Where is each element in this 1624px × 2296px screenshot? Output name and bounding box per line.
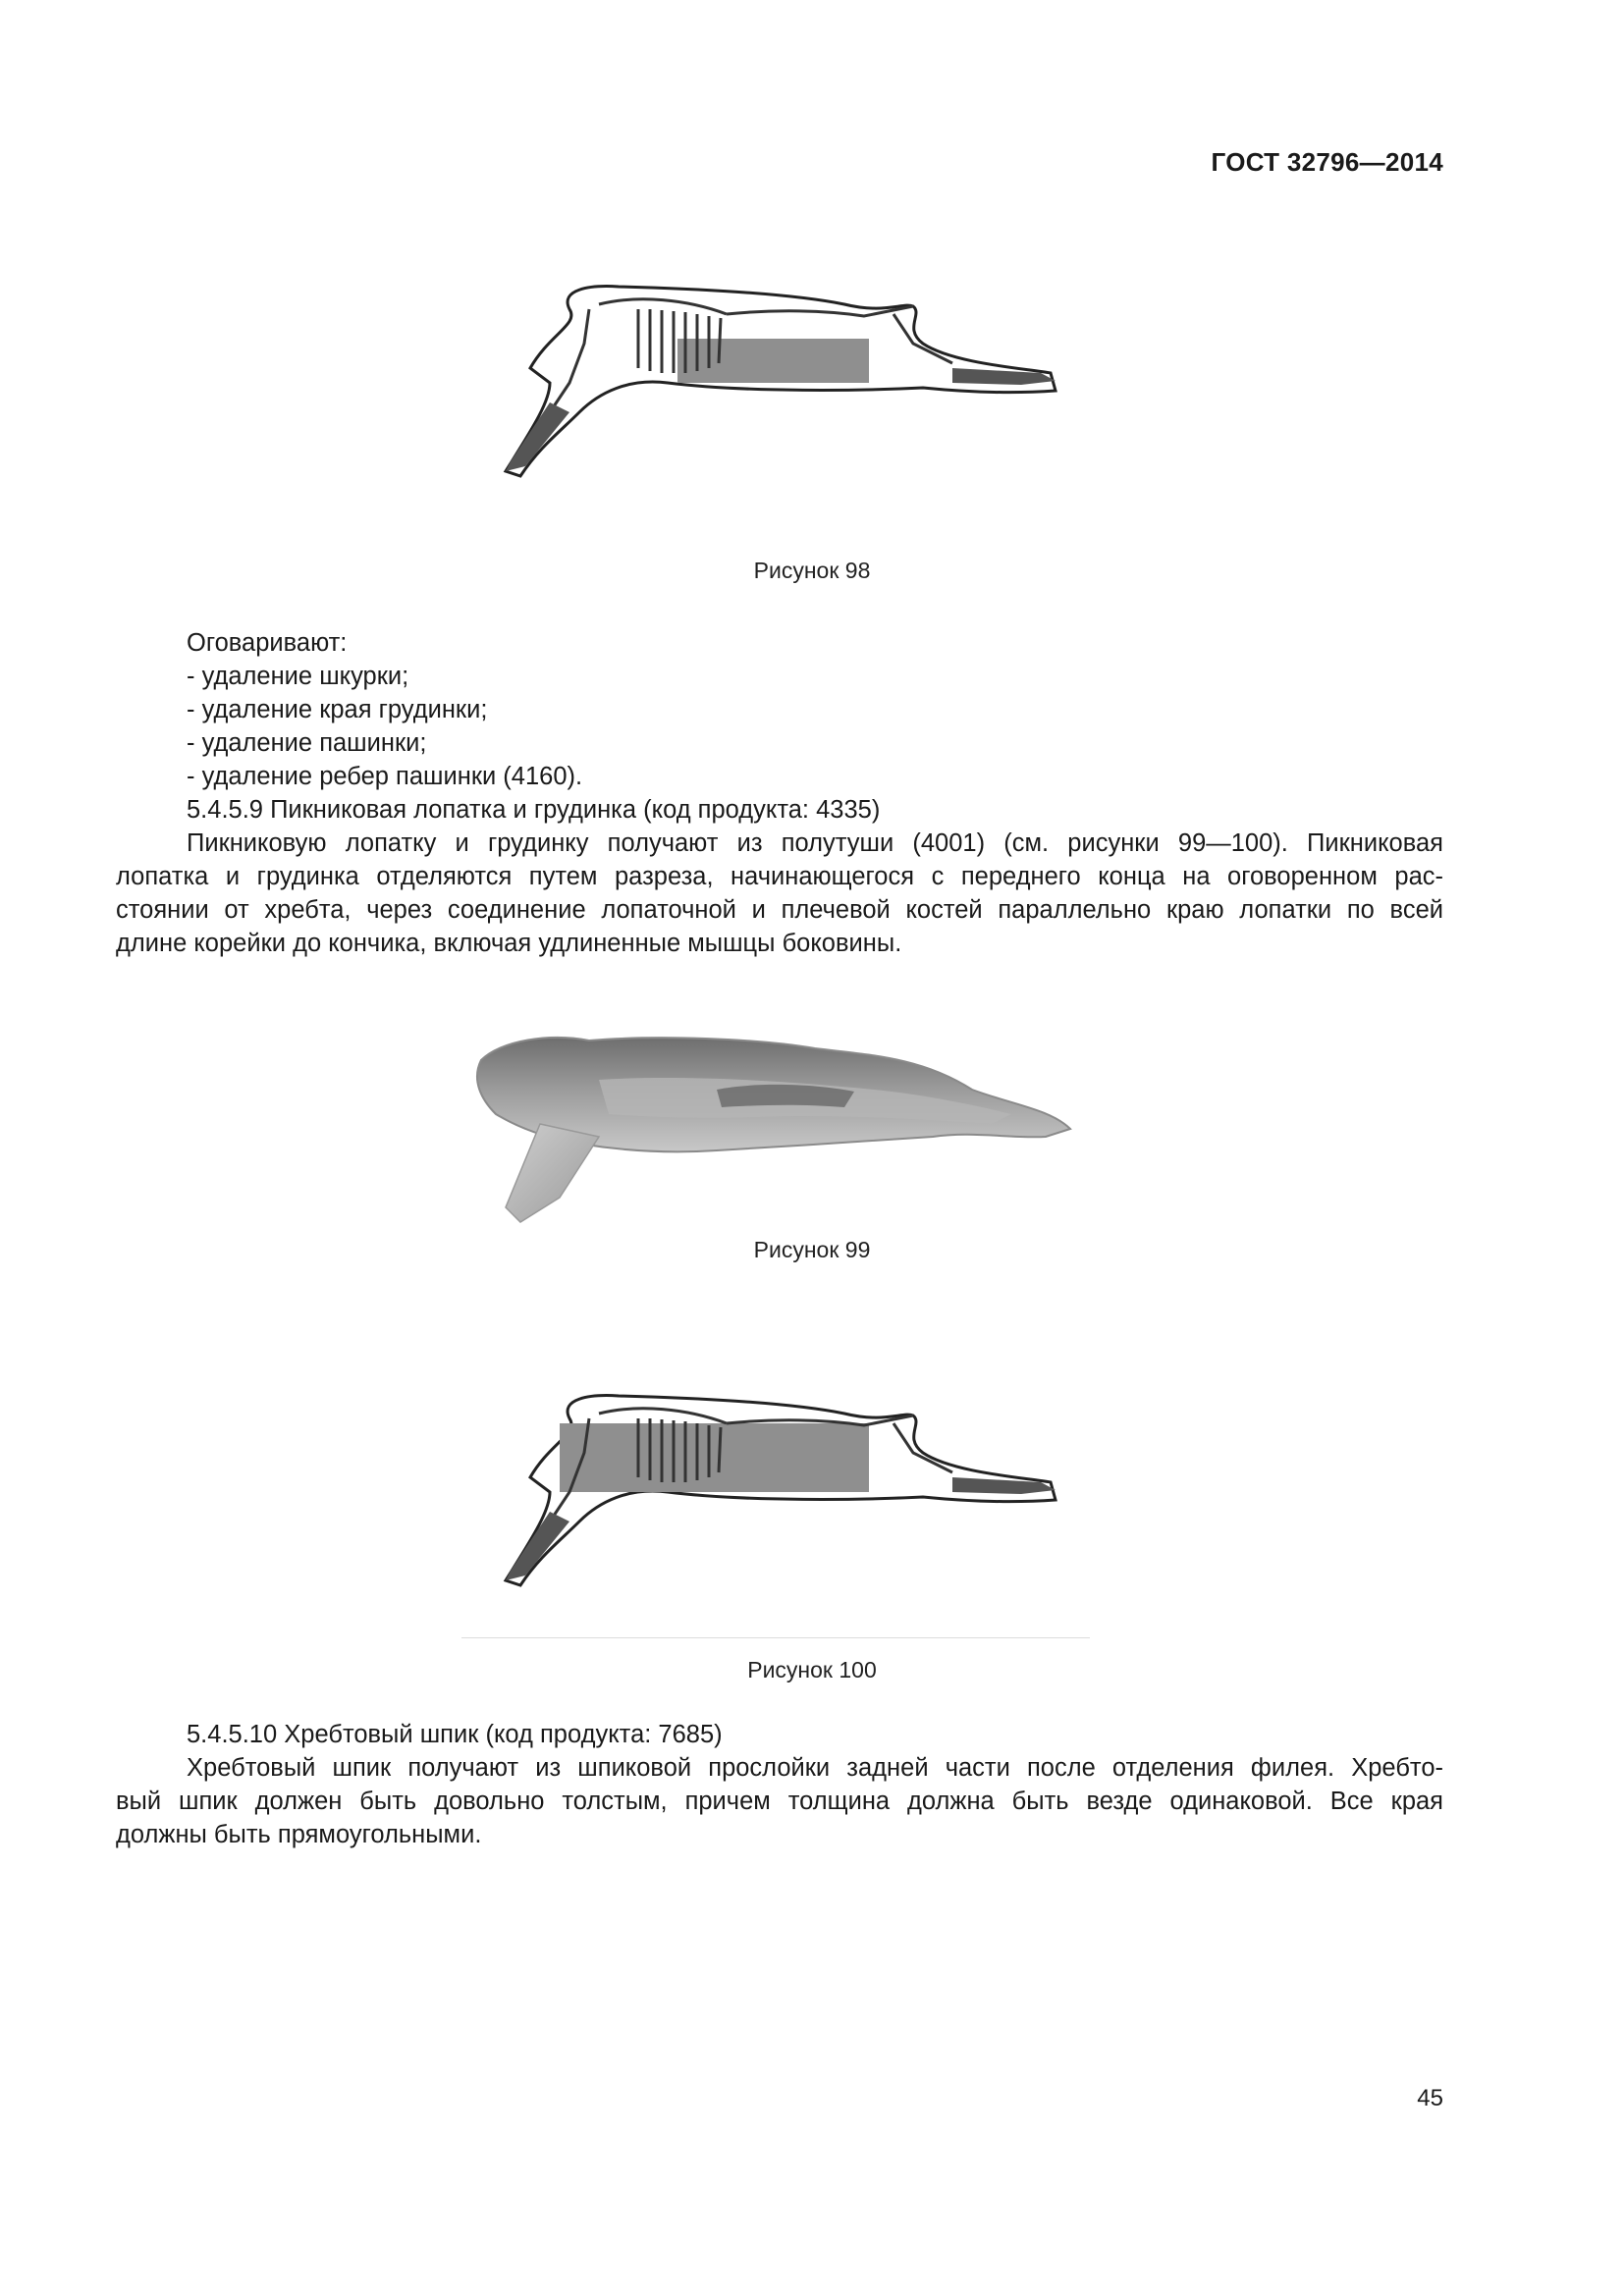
figure-100-illustration (491, 1384, 1080, 1620)
front-leg (506, 402, 569, 471)
list-item: - удаление ребер пашинки (4160). (187, 763, 583, 790)
figure-99-caption: Рисунок 99 (753, 1237, 871, 1262)
list-item: - удаление края грудинки; (187, 696, 488, 723)
highlighted-cut (560, 1423, 869, 1492)
paragraph-line: Пикниковую лопатку и грудинку получают из полутуши (4001) (см. рисунки 99—100). Пикниковая (187, 829, 1443, 857)
page-number: 45 (1417, 2085, 1443, 2111)
figure-98-caption: Рисунок 98 (753, 558, 871, 583)
list-item: - удаление пашинки; (187, 729, 427, 757)
figure-98-illustration (491, 275, 1080, 510)
paragraph-line: длине корейки до кончика, включая удлиненные мышцы боковины. (116, 930, 902, 957)
shank (506, 1124, 599, 1222)
front-leg (506, 1512, 569, 1580)
document-header: ГОСТ 32796—2014 (1211, 147, 1443, 177)
paragraph-line: стоянии от хребта, через соединение лопаточной и плечевой костей параллельно краю лопатки по всей (116, 896, 1443, 924)
paragraph-line: вый шпик должен быть довольно толстым, причем толщина должна быть везде одинаковой. Все края (116, 1788, 1443, 1815)
figure-99-photo (461, 1021, 1090, 1237)
section-title-5-4-5-9: 5.4.5.9 Пикниковая лопатка и грудинка (код продукта: 4335) (187, 796, 881, 824)
paragraph-line: должны быть прямоугольными. (116, 1821, 482, 1848)
section-title-5-4-5-10: 5.4.5.10 Хребтовый шпик (код продукта: 7685) (187, 1721, 723, 1748)
intro-text: Оговаривают: (187, 629, 348, 657)
highlighted-cut (677, 339, 869, 383)
figure-100-caption: Рисунок 100 (747, 1657, 877, 1682)
paragraph-line: Хребтовый шпик получают из шпиковой прослойки задней части после отделения филея. Хребто- (187, 1754, 1443, 1782)
list-item: - удаление шкурки; (187, 663, 409, 690)
figure-rule (461, 1637, 1090, 1638)
paragraph-line: лопатка и грудинка отделяются путем разреза, начинающегося с переднего конца на оговоренном рас- (116, 863, 1443, 890)
